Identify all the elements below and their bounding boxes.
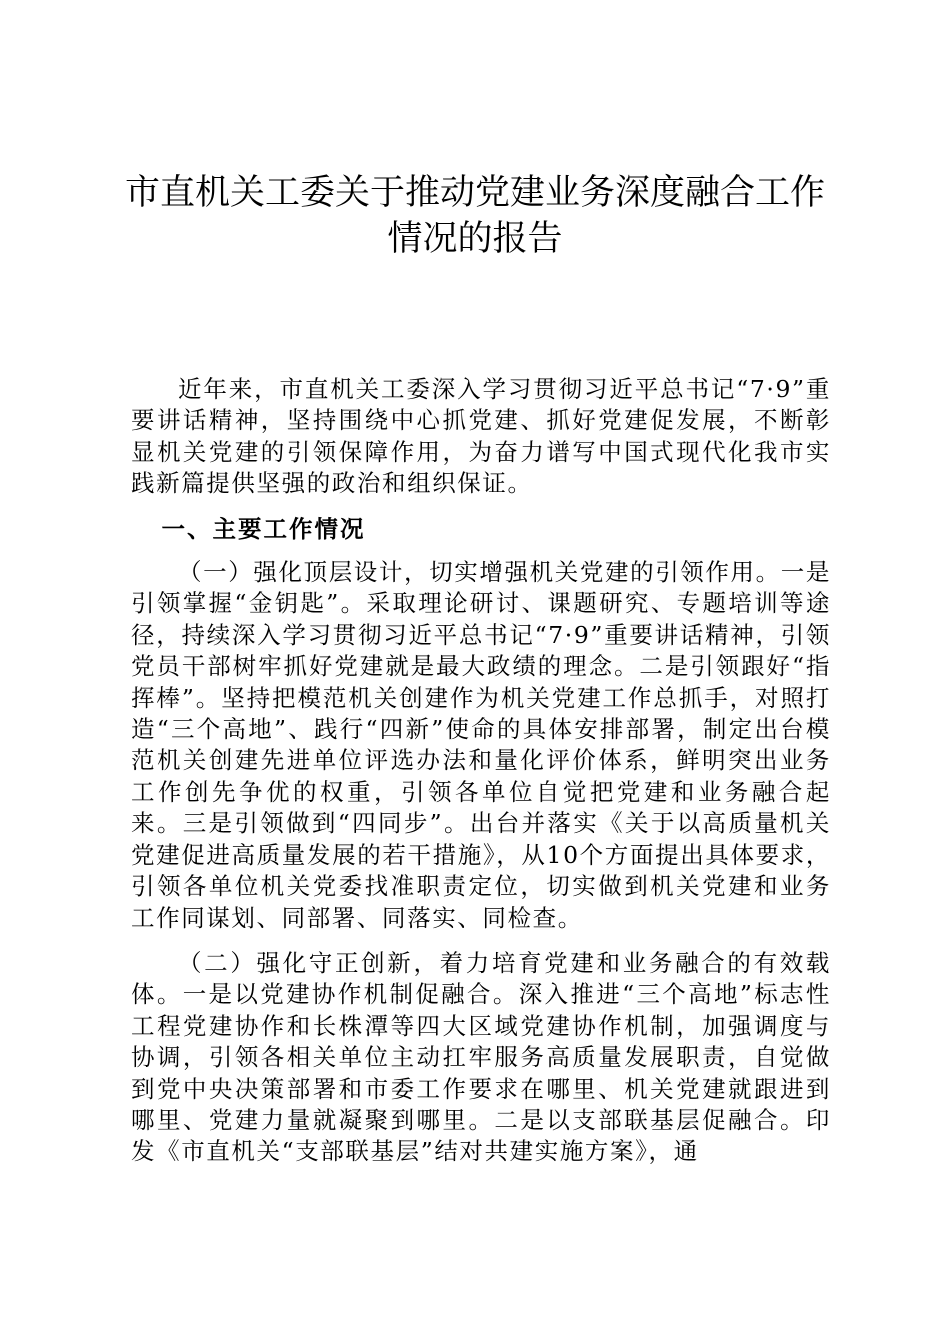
title-line-2: 情况的报告: [387, 219, 563, 259]
body-paragraph-1: （一）强化顶层设计，切实增强机关党建的引领作用。一是引领掌握“金钥匙”。采取理论研讨、课题研究、专题培训等途径，持续深入学习贯彻习近平总书记“7·9”重要讲话精神，引领党员干部树牢抓好党建就是最大政绩的理念。二是引领跟好“指挥棒”。坚持把模范机关创建作为机关党建工作总抓手，对照打造“三个高地”、践行“四新”使命的具体安排部署，制定出台模范机关创建先进单位评选办法和量化评价体系，鲜明突出业务工作创先争优的权重，引领各单位自觉把党建和业务融合起来。三是引领做到“四同步”。出台并落实《关于以高质量机关党建促进高质量发展的若干措施》，从10个方面提出具体要求，引领各单位机关党委找准职责定位，切实做到机关党建和业务工作同谋划、同部署、同落实、同检查。: [131, 558, 831, 932]
title-line-1: 市直机关工委关于推动党建业务深度融合工作: [124, 173, 825, 213]
body-paragraph-2: （二）强化守正创新，着力培育党建和业务融合的有效载体。一是以党建协作机制促融合。深入推进“三个高地”标志性工程党建协作和长株潭等四大区域党建协作机制，加强调度与协调，引领各相关单位主动扛牢服务高质量发展职责，自觉做到党中央决策部署和市委工作要求在哪里、机关党建就跟进到哪里、党建力量就凝聚到哪里。二是以支部联基层促融合。印发《市直机关“支部联基层”结对共建实施方案》，通: [131, 948, 831, 1166]
document-title: [110, 170, 840, 262]
document-body: [131, 374, 831, 1182]
intro-paragraph: 近年来，市直机关工委深入学习贯彻习近平总书记“7·9”重要讲话精神，坚持围绕中心抓党建、抓好党建促发展，不断彰显机关党建的引领保障作用，为奋力谱写中国式现代化我市实践新篇提供坚强的政治和组织保证。: [131, 375, 831, 498]
section-heading: 一、主要工作情况: [161, 514, 366, 543]
